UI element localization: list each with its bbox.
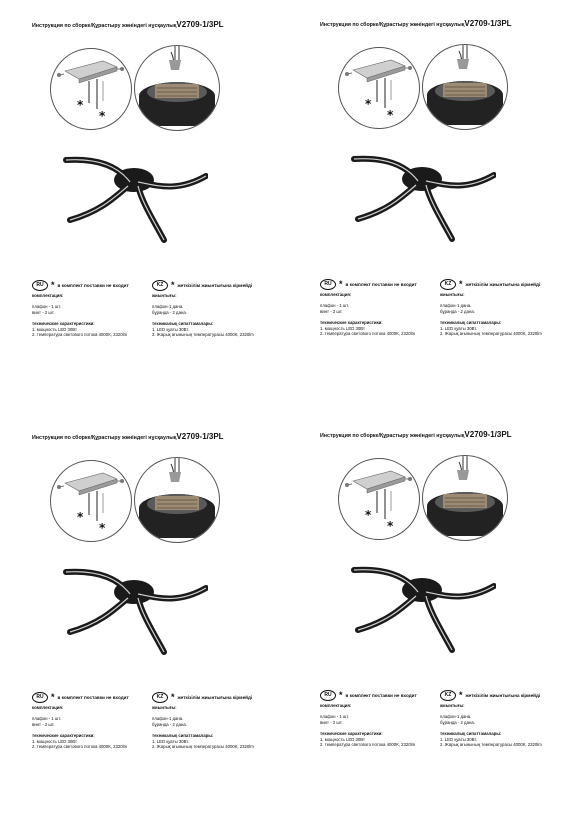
kz-note-row (440, 279, 540, 290)
ru-spec: 1. мощность LED 30Вт (320, 325, 365, 331)
kz-item: бұранда - 2 дана. (440, 719, 475, 725)
kz-specs-header: техникалық сипаттамалары: (440, 320, 502, 326)
kz-note-row (440, 690, 540, 701)
kz-item: плафон-1 дана. (152, 304, 184, 310)
instruction-panel (320, 13, 580, 413)
kz-note: жеткізілім жиынтығына кірмейді (177, 695, 253, 700)
svg-text:*: * (99, 521, 106, 535)
chandelier-illustration (58, 152, 208, 244)
ru-item: плафон - 1 шт. (320, 303, 350, 309)
kz-item: плафон-1 дана. (440, 714, 472, 720)
ru-text-block (32, 705, 150, 749)
kz-specs-header: техникалық сипаттамалары: (440, 731, 502, 737)
panel-title (32, 426, 224, 444)
mounting-bracket-illustration (51, 461, 131, 541)
ru-text-block (320, 292, 438, 336)
chandelier-illustration (58, 564, 208, 656)
instruction-panel (32, 14, 302, 414)
chandelier-illustration (346, 151, 496, 243)
mounting-bracket-illustration (339, 48, 419, 128)
svg-text:*: * (99, 109, 106, 123)
ru-included-header: комплектация: (320, 292, 352, 297)
kz-badge: KZ (152, 692, 168, 703)
kz-spec: 2. Жарық ағынының температурасы 4000К, 2320lm (152, 332, 254, 338)
asterisk-icon: * (171, 692, 175, 702)
ru-badge: RU (320, 690, 336, 701)
ru-item: винт - 2 шт. (320, 308, 343, 314)
kz-text-block (152, 705, 270, 749)
ru-note-row (320, 279, 417, 290)
ru-note-row (32, 692, 129, 703)
ru-spec: 2. температура светового потока 4000К, 2320lm (320, 742, 416, 748)
ru-included-header: комплектация: (32, 293, 64, 298)
kz-text-block (440, 292, 558, 336)
ru-item: винт - 2 шт. (320, 719, 343, 725)
kz-spec: 1. LED қуаты 30Вт. (440, 325, 478, 331)
asterisk-icon: * (459, 279, 463, 289)
kz-included-header: жиынтығы: (152, 293, 177, 298)
kz-spec: 2. Жарық ағынының температурасы 4000К, 2320lm (440, 742, 542, 748)
kz-item: бұранда - 2 дана. (152, 309, 187, 315)
mounting-bracket-illustration (51, 49, 131, 129)
wiring-detail-circle (134, 45, 220, 131)
canopy-wiring-illustration (135, 458, 219, 542)
wiring-detail-circle (422, 44, 508, 130)
ru-spec: 2. температура светового потока 4000К, 2320lm (32, 332, 128, 338)
panel-title (320, 424, 512, 442)
wiring-detail-circle (134, 457, 220, 543)
asterisk-icon: * (171, 280, 175, 290)
wiring-detail-circle (422, 455, 508, 541)
kz-badge: KZ (440, 279, 456, 290)
svg-text:*: * (77, 510, 84, 524)
instruction-panel (320, 424, 580, 824)
ru-text-block (320, 703, 438, 747)
kz-item: бұранда - 2 дана. (152, 721, 187, 727)
model-number: V2709-1/3PL (176, 432, 224, 441)
kz-included-header: жиынтығы: (440, 292, 465, 297)
kz-spec: 2. Жарық ағынының температурасы 4000К, 2320lm (440, 331, 542, 337)
chandelier-illustration (346, 562, 496, 654)
panel-title (320, 13, 512, 31)
bracket-detail-circle (338, 47, 420, 129)
ru-item: винт - 2 шт. (32, 721, 55, 727)
ru-note: в комплект поставки не входит (57, 695, 129, 700)
kz-spec: 1. LED қуаты 30Вт. (440, 736, 478, 742)
svg-text:*: * (77, 98, 84, 112)
title-lead: Инструкция по сборке/Құрастыру жөніндегі нұсқаулық (32, 23, 177, 29)
kz-badge: KZ (440, 690, 456, 701)
canopy-wiring-illustration (135, 46, 219, 130)
asterisk-icon: * (339, 279, 343, 289)
ru-note-row (320, 690, 417, 701)
ru-badge: RU (32, 280, 48, 291)
ru-specs-header: технические характеристики: (32, 733, 95, 739)
instruction-panel (32, 426, 302, 826)
ru-note: в комплект поставки не входит (345, 282, 417, 287)
bracket-detail-circle (338, 458, 420, 540)
ru-item: плафон - 1 шт. (32, 716, 62, 722)
ru-note-row (32, 280, 129, 291)
asterisk-icon: * (51, 280, 55, 290)
ru-spec: 1. мощность LED 30Вт (32, 326, 77, 332)
svg-text:*: * (387, 519, 394, 533)
asterisk-icon: * (339, 690, 343, 700)
model-number: V2709-1/3PL (176, 20, 224, 29)
kz-note-row (152, 280, 252, 291)
asterisk-icon: * (51, 692, 55, 702)
ru-spec: 2. температура светового потока 4000К, 2320lm (320, 331, 416, 337)
canopy-wiring-illustration (423, 45, 507, 129)
kz-item: плафон-1 дана. (152, 716, 184, 722)
kz-note: жеткізілім жиынтығына кірмейді (465, 693, 541, 698)
ru-included-header: комплектация: (320, 703, 352, 708)
ru-item: плафон - 1 шт. (32, 304, 62, 310)
title-lead: Инструкция по сборке/Құрастыру жөніндегі нұсқаулық (320, 433, 465, 439)
mounting-bracket-illustration (339, 459, 419, 539)
kz-specs-header: техникалық сипаттамалары: (152, 321, 214, 327)
model-number: V2709-1/3PL (464, 430, 512, 439)
svg-text:*: * (365, 97, 372, 111)
title-lead: Инструкция по сборке/Құрастыру жөніндегі нұсқаулық (320, 22, 465, 28)
ru-specs-header: технические характеристики: (320, 320, 383, 326)
svg-text:*: * (365, 508, 372, 522)
ru-included-header: комплектация: (32, 705, 64, 710)
kz-spec: 1. LED қуаты 30Вт. (152, 326, 190, 332)
svg-text:*: * (387, 108, 394, 122)
ru-badge: RU (32, 692, 48, 703)
asterisk-icon: * (459, 690, 463, 700)
model-number: V2709-1/3PL (464, 19, 512, 28)
ru-note: в комплект поставки не входит (345, 693, 417, 698)
kz-included-header: жиынтығы: (152, 705, 177, 710)
ru-specs-header: технические характеристики: (32, 321, 95, 327)
ru-item: плафон - 1 шт. (320, 714, 350, 720)
kz-included-header: жиынтығы: (440, 703, 465, 708)
ru-spec: 1. мощность LED 30Вт (320, 736, 365, 742)
kz-item: бұранда - 2 дана. (440, 308, 475, 314)
kz-item: плафон-1 дана. (440, 303, 472, 309)
kz-badge: KZ (152, 280, 168, 291)
kz-note: жеткізілім жиынтығына кірмейді (465, 282, 541, 287)
title-lead: Инструкция по сборке/Құрастыру жөніндегі нұсқаулық (32, 435, 177, 441)
kz-note-row (152, 692, 252, 703)
canopy-wiring-illustration (423, 456, 507, 540)
kz-note: жеткізілім жиынтығына кірмейді (177, 283, 253, 288)
panel-title (32, 14, 224, 32)
ru-item: винт - 2 шт. (32, 309, 55, 315)
ru-specs-header: технические характеристики: (320, 731, 383, 737)
kz-spec: 2. Жарық ағынының температурасы 4000К, 2320lm (152, 744, 254, 750)
kz-specs-header: техникалық сипаттамалары: (152, 733, 214, 739)
kz-text-block (440, 703, 558, 747)
ru-spec: 1. мощность LED 30Вт (32, 738, 77, 744)
kz-spec: 1. LED қуаты 30Вт. (152, 738, 190, 744)
ru-spec: 2. температура светового потока 4000К, 2320lm (32, 744, 128, 750)
bracket-detail-circle (50, 460, 132, 542)
ru-note: в комплект поставки не входит (57, 283, 129, 288)
ru-text-block (32, 293, 150, 337)
ru-badge: RU (320, 279, 336, 290)
kz-text-block (152, 293, 270, 337)
bracket-detail-circle (50, 48, 132, 130)
